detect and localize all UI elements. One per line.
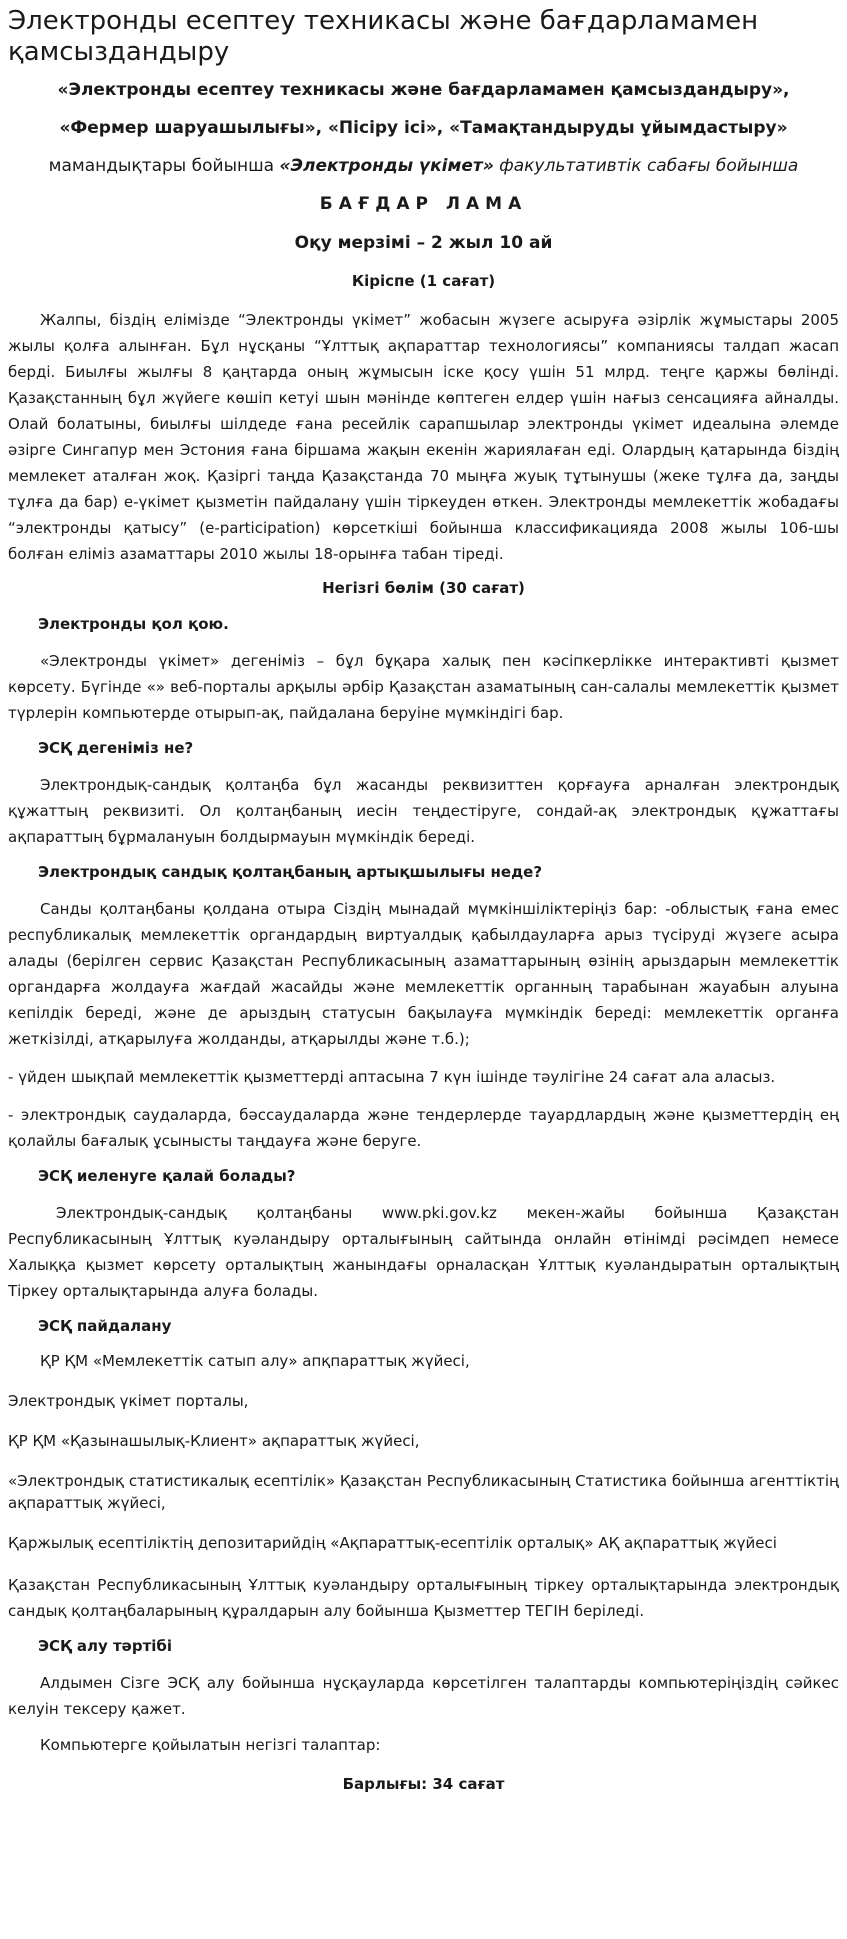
course-line-suffix: факультативтік сабағы бойынша [493,156,799,176]
document-title: Электронды есептеу техникасы және бағдарламамен қамсыздандыру [8,6,759,67]
what-is-eds-heading: ЭСҚ дегеніміз не? [38,739,194,757]
how-to-get-eds-paragraph: Электрондық-сандық қолтаңбаны www.pki.gov.kz мекен-жайы бойынша Қазақстан Республикасының Ұлттық куәландыру орталығының сайтында онлайн өтінімді рәсімдеп немесе Халыққа қызмет көрсету орталықтың жанындағы орналасқан Ұлттық куәландыратын орталықтың Тіркеу орталықтарында алуға болады. [8,1204,839,1300]
eds-advantages-paragraph: Санды қолтаңбаны қолдана отыра Сіздің мынадай мүмкіншіліктеріңіз бар: -облыстық ғана емес республикалық мемлекеттік органдардың виртуалдық қабылдауларға арыз түсіруді жүзеге асыра алады (берілген сервис Қазақстан Республикасының азаматтарының өзінің арыздарын мемлекеттік органдарға жолдауға жағдай жасайды және мемлекеттік органның тарабынан жауабын алуына кепілдік береді, және де арыздың статусын бақылауға мүмкіндік береді: мемлекеттік органға жеткізілді, атқарылуға жолданды, атқарылды және т.б.); [8,900,839,1048]
intro-heading: Кіріспе (1 сағат) [351,272,496,290]
eds-order-heading: ЭСҚ алу тәртібі [38,1637,173,1655]
eds-usage-heading: ЭСҚ пайдалану [38,1317,172,1335]
e-government-paragraph: «Электронды үкімет» дегеніміз – бұл бұқара халық пен кәсіпкерлікке интерактивті қызмет көрсету. Бүгінде «» веб-порталы арқылы әрбір Қазақстан азаматының сан-салалы мемлекеттік қызмет түрлерін компьютерде отырып-ақ, пайдалана беруіне мүмкіндігі бар. [8,652,839,722]
course-name: «Электронды үкімет» [279,156,494,176]
e-signature-heading: Электронды қол қою. [38,615,229,633]
eds-usage-item: ҚР ҚМ «Қазынашылық-Клиент» ақпараттық жүйесі, [8,1432,420,1450]
what-is-eds-paragraph: Электрондық-сандық қолтаңба бұл жасанды реквизиттен қорғауға арналған электрондық құжаттың реквизиті. Ол қолтаңбаның иесін теңдестіруге, сондай-ақ электрондық құжаттағы ақпараттың бұрмалануын болдырмауын мүмкіндік береді. [8,776,839,846]
how-to-get-eds-heading: ЭСҚ иеленуге қалай болады? [38,1167,296,1185]
course-line-prefix: мамандықтары бойынша [48,156,280,176]
computer-requirements-line: Компьютерге қойылатын негізгі талаптар: [40,1736,381,1754]
eds-usage-item: «Электрондық статистикалық есептілік» Қазақстан Республикасының Статистика бойынша агенттіктің ақпараттық жүйесі, [8,1472,839,1512]
eds-usage-item: Қазақстан Республикасының Ұлттық куәландыру орталығының тіркеу орталықтарында электрондық сандық қолтаңбаларының құралдарын алу бойынша Қызметтер ТЕГІН беріледі. [8,1576,839,1620]
intro-paragraph: Жалпы, біздің елімізде “Электронды үкімет” жобасын жүзеге асыруға әзірлік жұмыстары 2005 жылы қолға алынған. Бұл нұсқаны “Ұлттық ақпараттар технологиясы” компаниясы талдап жасап берді. Биылғы жылғы 8 қаңтарда оның жұмысын іске қосу үшін 51 млрд. теңге қаржы бөлінді. Қазақстанның бұл жүйеге көшіп кетуі шын мәнінде көптеген елдер үшін нағыз сенсацияға айналды. Олай болатыны, биылғы шілдеде ғана ресейлік сарапшылар электронды үкімет идеалына әлемде әзірге Сингапур мен Эстония ғана біршама жақын екенін жариялаған еді. Олардың қатарында біздің мемлекет аталған жоқ. Қазіргі таңда Қазақстанда 70 мыңға жуық тұтынушы (жеке тұлға да, заңды тұлға да бар) е-үкімет қызметін пайдалану үшін тіркеуден өткен. Электронды мемлекеттік жобадағы “электронды қатысу” (e-participation) көрсеткіші бойынша классификацияда 2008 жылы 106-шы болған еліміз азаматтары 2010 жылы 18-орынға табан тіреді. [8,311,839,563]
specialty-line-2: «Фермер шаруашылығы», «Пісіру ісі», «Тамақтандыруды ұйымдастыру» [59,118,788,138]
eds-advantages-heading: Электрондық сандық қолтаңбаның артықшылығы неде? [38,863,543,881]
eds-usage-item: ҚР ҚМ «Мемлекеттік сатып алу» апқпараттық жүйесі, [40,1352,470,1370]
total-hours: Барлығы: 34 сағат [342,1775,505,1793]
eds-usage-item: Электрондық үкімет порталы, [8,1392,249,1410]
specialty-line-1: «Электронды есептеу техникасы және бағдарламамен қамсыздандыру», [57,80,790,100]
eds-usage-item: Қаржылық есептіліктің депозитарийдің «Ақпараттық-есептілік орталық» АҚ ақпараттық жүйесі [8,1534,777,1552]
eds-order-paragraph: Алдымен Сізге ЭСҚ алу бойынша нұсқауларда көрсетілген талаптарды компьютеріңіздің сәйкес келуін тексеру қажет. [8,1674,839,1718]
eds-advantage-item: - үйден шықпай мемлекеттік қызметтерді аптасына 7 күн ішінде тәулігіне 24 сағат ала аласыз. [8,1068,776,1086]
main-part-heading: Негізгі бөлім (30 сағат) [322,579,525,597]
program-heading: БАҒДАР ЛАМА [319,194,528,214]
study-duration: Оқу мерзімі – 2 жыл 10 ай [294,233,553,253]
course-line [8,156,839,177]
eds-advantage-item: - электрондық саудаларда, бәссаудаларда және тендерлерде тауардлардың және қызметтердің ең қолайлы бағалық ұсынысты таңдауға және беруге. [8,1106,839,1150]
